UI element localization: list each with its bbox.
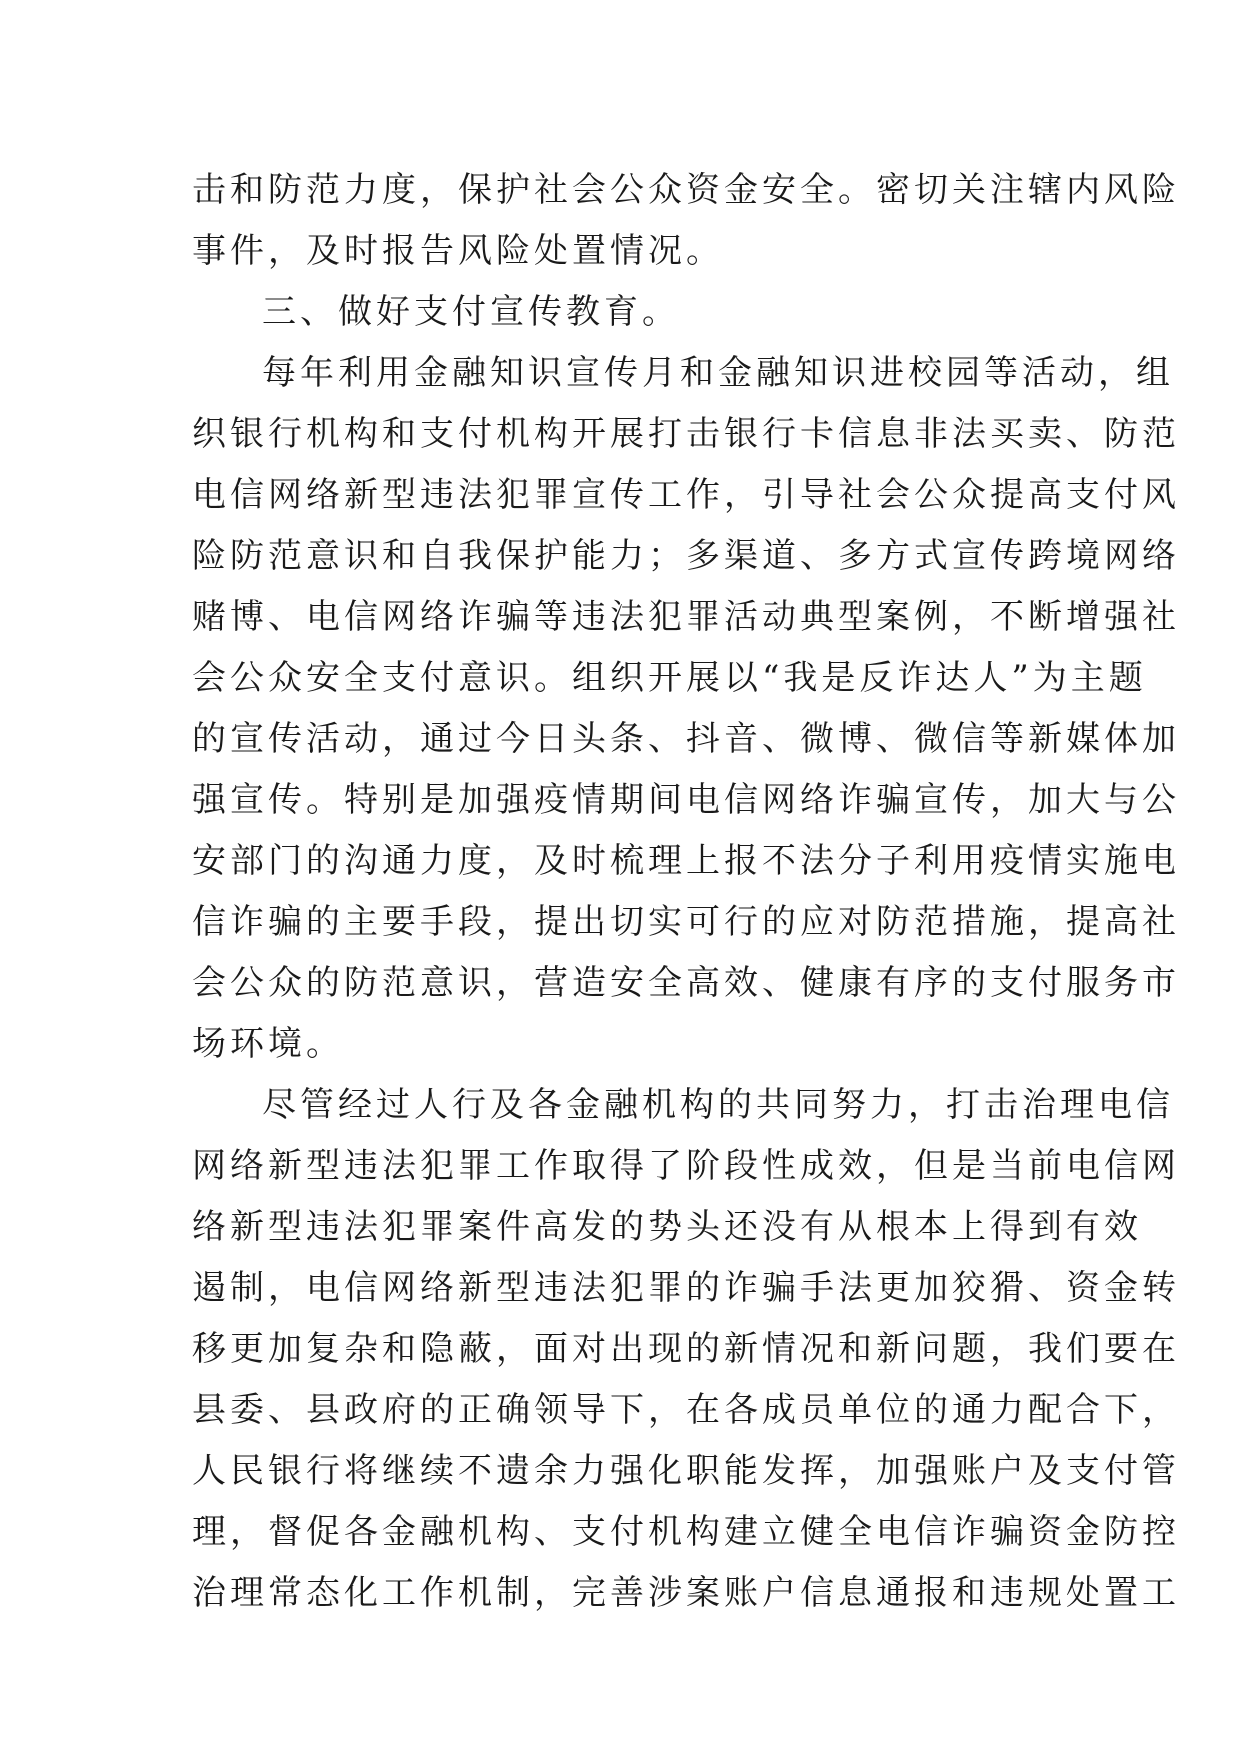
text-line: 移更加复杂和隐蔽，面对出现的新情况和新问题，我们要在 xyxy=(192,1329,1180,1369)
text-line: 事件，及时报告风险处置情况。 xyxy=(192,231,724,271)
text-line: 赌博、电信网络诈骗等违法犯罪活动典型案例，不断增强社 xyxy=(192,597,1180,637)
text-line: 人民银行将继续不遗余力强化职能发挥，加强账户及支付管 xyxy=(192,1451,1180,1491)
text-line: 安部门的沟通力度，及时梳理上报不法分子利用疫情实施电 xyxy=(192,841,1180,881)
text-line: 每年利用金融知识宣传月和金融知识进校园等活动，组 xyxy=(262,353,1174,393)
text-line: 尽管经过人行及各金融机构的共同努力，打击治理电信 xyxy=(262,1085,1174,1125)
text-line: 强宣传。特别是加强疫情期间电信网络诈骗宣传，加大与公 xyxy=(192,780,1180,820)
text-line: 治理常态化工作机制，完善涉案账户信息通报和违规处置工 xyxy=(192,1573,1180,1613)
text-line: 织银行机构和支付机构开展打击银行卡信息非法买卖、防范 xyxy=(192,414,1180,454)
text-line: 县委、县政府的正确领导下，在各成员单位的通力配合下， xyxy=(192,1390,1180,1430)
text-line: 险防范意识和自我保护能力；多渠道、多方式宣传跨境网络 xyxy=(192,536,1180,576)
text-line: 场环境。 xyxy=(192,1024,344,1064)
body-text xyxy=(192,160,1180,1624)
text-line: 络新型违法犯罪案件高发的势头还没有从根本上得到有效 xyxy=(192,1207,1142,1247)
text-line: 的宣传活动，通过今日头条、抖音、微博、微信等新媒体加 xyxy=(192,719,1180,759)
section-heading: 三、做好支付宣传教育。 xyxy=(262,292,680,332)
text-line: 信诈骗的主要手段，提出切实可行的应对防范措施，提高社 xyxy=(192,902,1180,942)
text-line: 遏制，电信网络新型违法犯罪的诈骗手法更加狡猾、资金转 xyxy=(192,1268,1180,1308)
text-line: 击和防范力度，保护社会公众资金安全。密切关注辖内风险 xyxy=(192,170,1180,210)
text-line: 会公众的防范意识，营造安全高效、健康有序的支付服务市 xyxy=(192,963,1180,1003)
text-line: 网络新型违法犯罪工作取得了阶段性成效，但是当前电信网 xyxy=(192,1146,1180,1186)
text-line: 会公众安全支付意识。组织开展以“我是反诈达人”为主题 xyxy=(192,658,1147,698)
text-line: 电信网络新型违法犯罪宣传工作，引导社会公众提高支付风 xyxy=(192,475,1180,515)
text-line: 理，督促各金融机构、支付机构建立健全电信诈骗资金防控 xyxy=(192,1512,1180,1552)
